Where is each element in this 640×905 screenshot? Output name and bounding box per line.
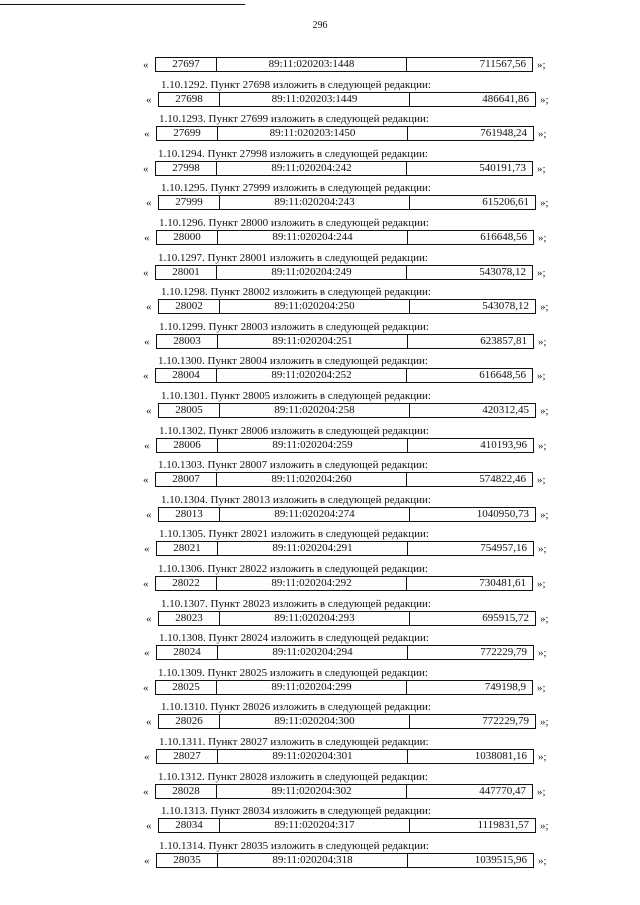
opening-quote: « (143, 266, 149, 279)
item-number: 27998 (156, 162, 217, 175)
opening-quote: « (146, 716, 152, 729)
cadastral-number: 89:11:020204:317 (220, 819, 410, 832)
entry-table (156, 749, 534, 764)
cadastral-value: 772229,79 (482, 715, 529, 728)
table-row (146, 92, 566, 107)
entry-table (155, 576, 533, 591)
table-row (146, 818, 566, 833)
amendment-heading: 1.10.1295. Пункт 27999 изложить в следующей редакции: (161, 182, 431, 195)
table-row (146, 299, 566, 314)
opening-quote: « (144, 232, 150, 244)
table-row (146, 611, 566, 626)
amendment-heading: 1.10.1313. Пункт 28034 изложить в следующей редакции: (161, 805, 431, 818)
item-number: 28002 (159, 300, 220, 313)
amendment-heading: 1.10.1305. Пункт 28021 изложить в следующей редакции: (159, 528, 429, 541)
cadastral-value: 1039515,96 (474, 853, 527, 866)
table-row (144, 541, 564, 556)
cadastral-number: 89:11:020204:292 (217, 577, 407, 590)
cadastral-value: 711567,56 (479, 58, 526, 70)
closing-quote: »; (540, 405, 549, 417)
opening-quote: « (143, 681, 149, 694)
opening-quote: « (146, 197, 152, 210)
amendment-heading: 1.10.1303. Пункт 28007 изложить в следующей редакции: (158, 459, 428, 472)
closing-quote: »; (537, 162, 546, 175)
amendment-heading: 1.10.1292. Пункт 27698 изложить в следующей редакции: (161, 78, 431, 91)
closing-quote: »; (538, 751, 547, 763)
entry-table (155, 161, 533, 176)
cadastral-value: 695915,72 (482, 611, 529, 624)
entry-table (156, 645, 534, 660)
cadastral-number: 89:11:020204:260 (217, 473, 407, 486)
item-number: 28000 (157, 231, 218, 244)
amendment-heading: 1.10.1312. Пункт 28028 изложить в следующей редакции: (158, 770, 428, 783)
cadastral-number: 89:11:020204:252 (217, 369, 407, 382)
cadastral-value: 772229,79 (480, 646, 527, 659)
entry-table (158, 611, 536, 626)
opening-quote: « (146, 508, 152, 521)
cadastral-value: 616648,56 (480, 231, 527, 243)
closing-quote: »; (540, 612, 549, 625)
cadastral-value: 761948,24 (480, 127, 527, 140)
cadastral-number: 89:11:020204:258 (220, 404, 410, 417)
amendment-heading: 1.10.1308. Пункт 28024 изложить в следующей редакции: (159, 632, 429, 645)
item-number: 28001 (156, 266, 217, 279)
item-number: 28035 (157, 854, 218, 867)
cadastral-number: 89:11:020204:244 (218, 231, 408, 244)
table-row (143, 576, 563, 591)
opening-quote: « (146, 612, 152, 625)
cadastral-number: 89:11:020204:243 (220, 196, 410, 209)
opening-quote: « (143, 59, 149, 71)
cadastral-number: 89:11:020204:301 (218, 750, 408, 763)
amendment-heading: 1.10.1301. Пункт 28005 изложить в следующей редакции: (161, 390, 431, 402)
entry-table (155, 265, 533, 280)
entry-table (158, 195, 536, 210)
item-number: 28003 (157, 335, 218, 348)
opening-quote: « (144, 439, 150, 452)
closing-quote: »; (540, 93, 549, 106)
cadastral-number: 89:11:020204:291 (218, 542, 408, 555)
opening-quote: « (146, 820, 152, 833)
amendment-heading: 1.10.1294. Пункт 27998 изложить в следующей редакции: (158, 147, 428, 160)
cadastral-number: 89:11:020204:294 (218, 646, 408, 659)
closing-quote: »; (540, 716, 549, 729)
cadastral-value: 420312,45 (482, 404, 529, 416)
item-number: 28028 (156, 785, 217, 798)
cadastral-value: 1119831,57 (477, 819, 529, 832)
closing-quote: »; (538, 128, 547, 141)
item-number: 28023 (159, 612, 220, 625)
amendment-heading: 1.10.1300. Пункт 28004 изложить в следующей редакции: (158, 355, 428, 368)
table-row (146, 403, 566, 418)
opening-quote: « (144, 335, 150, 348)
entry-table (156, 334, 534, 349)
item-number: 28013 (159, 508, 220, 521)
item-number: 28006 (157, 439, 218, 452)
opening-quote: « (146, 405, 152, 417)
entry-table (158, 403, 536, 418)
amendment-heading: 1.10.1299. Пункт 28003 изложить в следующей редакции: (159, 320, 429, 333)
cadastral-number: 89:11:020204:293 (220, 612, 410, 625)
entry-table (158, 507, 536, 522)
entry-table (156, 438, 534, 453)
cadastral-value: 615206,61 (482, 196, 529, 209)
cadastral-value: 486641,86 (482, 92, 529, 105)
cadastral-number: 89:11:020204:274 (220, 508, 410, 521)
entry-table (158, 299, 536, 314)
item-number: 28034 (159, 819, 220, 832)
item-number: 28024 (157, 646, 218, 659)
amendment-heading: 1.10.1293. Пункт 27699 изложить в следующей редакции: (159, 113, 429, 126)
cadastral-number: 89:11:020203:1449 (220, 93, 410, 106)
entry-table (158, 714, 536, 729)
entry-table (156, 853, 534, 868)
amendment-heading: 1.10.1297. Пункт 28001 изложить в следующей редакции: (158, 251, 428, 264)
amendment-heading: 1.10.1298. Пункт 28002 изложить в следующей редакции: (161, 286, 431, 299)
opening-quote: « (144, 647, 150, 660)
entry-table (155, 368, 533, 383)
entry-table (155, 680, 533, 695)
opening-quote: « (144, 543, 150, 556)
table-row (144, 126, 564, 141)
table-row (144, 438, 564, 453)
entry-table (155, 472, 533, 487)
cadastral-value: 543078,12 (479, 265, 526, 278)
cadastral-value: 410193,96 (480, 438, 527, 451)
item-number: 28004 (156, 369, 217, 382)
closing-quote: »; (537, 785, 546, 798)
table-row (143, 265, 563, 280)
amendment-heading: 1.10.1302. Пункт 28006 изложить в следующей редакции: (159, 424, 429, 437)
closing-quote: »; (537, 59, 546, 71)
table-row (144, 334, 564, 349)
closing-quote: »; (537, 578, 546, 590)
item-number: 27698 (159, 93, 220, 106)
cadastral-number: 89:11:020204:249 (217, 266, 407, 279)
closing-quote: »; (538, 543, 547, 556)
cadastral-number: 89:11:020204:299 (217, 681, 407, 694)
table-row (143, 368, 563, 383)
amendment-heading: 1.10.1310. Пункт 28026 изложить в следующей редакции: (161, 701, 431, 714)
table-row (144, 853, 564, 868)
opening-quote: « (146, 301, 152, 314)
entry-table (156, 230, 534, 245)
amendment-heading: 1.10.1311. Пункт 28027 изложить в следующей редакции: (159, 736, 429, 748)
item-number: 28021 (157, 542, 218, 555)
opening-quote: « (143, 474, 149, 487)
item-number: 27697 (156, 58, 217, 71)
closing-quote: »; (540, 508, 549, 521)
closing-quote: »; (540, 301, 549, 314)
table-row (144, 749, 564, 764)
cadastral-number: 89:11:020204:318 (218, 854, 408, 867)
item-number: 28027 (157, 750, 218, 763)
item-number: 27699 (157, 127, 218, 140)
entry-table (158, 818, 536, 833)
entry-table (155, 57, 533, 72)
amendment-heading: 1.10.1314. Пункт 28035 изложить в следующей редакции: (159, 839, 429, 852)
cadastral-number: 89:11:020203:1450 (218, 127, 408, 140)
cadastral-number: 89:11:020203:1448 (217, 58, 407, 71)
closing-quote: »; (537, 474, 546, 487)
item-number: 27999 (159, 196, 220, 209)
closing-quote: »; (537, 681, 546, 694)
closing-quote: »; (538, 439, 547, 452)
cadastral-value: 1040950,73 (476, 507, 529, 520)
cadastral-value: 574822,46 (479, 473, 526, 486)
item-number: 28007 (156, 473, 217, 486)
closing-quote: »; (538, 335, 547, 348)
opening-quote: « (144, 751, 150, 763)
cadastral-number: 89:11:020204:300 (220, 715, 410, 728)
closing-quote: »; (537, 266, 546, 279)
item-number: 28022 (156, 577, 217, 590)
table-row (144, 645, 564, 660)
cadastral-value: 616648,56 (479, 369, 526, 382)
cadastral-number: 89:11:020204:242 (217, 162, 407, 175)
cadastral-value: 749198,9 (484, 680, 526, 693)
cadastral-number: 89:11:020204:250 (220, 300, 410, 313)
closing-quote: »; (540, 820, 549, 833)
item-number: 28005 (159, 404, 220, 417)
cadastral-value: 1038081,16 (474, 750, 527, 762)
cadastral-number: 89:11:020204:251 (218, 335, 408, 348)
amendment-heading: 1.10.1306. Пункт 28022 изложить в следующей редакции: (158, 563, 428, 575)
closing-quote: »; (538, 232, 547, 244)
cadastral-value: 447770,47 (479, 784, 526, 797)
item-number: 28025 (156, 681, 217, 694)
closing-quote: »; (537, 370, 546, 383)
amendment-heading: 1.10.1309. Пункт 28025 изложить в следующей редакции: (158, 666, 428, 679)
opening-quote: « (144, 128, 150, 141)
table-row (146, 507, 566, 522)
table-row (143, 680, 563, 695)
opening-quote: « (143, 578, 149, 590)
cadastral-value: 730481,61 (479, 577, 526, 589)
page-number: 296 (312, 20, 328, 31)
amendment-heading: 1.10.1296. Пункт 28000 изложить в следующей редакции: (159, 217, 429, 229)
opening-quote: « (144, 854, 150, 867)
item-number: 28026 (159, 715, 220, 728)
closing-quote: »; (538, 647, 547, 660)
table-row (146, 195, 566, 210)
cadastral-value: 540191,73 (479, 161, 526, 174)
opening-quote: « (143, 370, 149, 383)
amendment-heading: 1.10.1304. Пункт 28013 изложить в следующей редакции: (161, 493, 431, 506)
opening-quote: « (143, 785, 149, 798)
cadastral-number: 89:11:020204:302 (217, 785, 407, 798)
top-rule (0, 4, 245, 5)
amendment-heading: 1.10.1307. Пункт 28023 изложить в следующей редакции: (161, 597, 431, 610)
cadastral-value: 754957,16 (480, 542, 527, 555)
entry-table (158, 92, 536, 107)
cadastral-number: 89:11:020204:259 (218, 439, 408, 452)
opening-quote: « (146, 93, 152, 106)
table-row (143, 161, 563, 176)
cadastral-value: 543078,12 (482, 300, 529, 313)
table-row (143, 784, 563, 799)
cadastral-value: 623857,81 (480, 334, 527, 347)
opening-quote: « (143, 162, 149, 175)
closing-quote: »; (540, 197, 549, 210)
entry-table (155, 784, 533, 799)
entry-table (156, 126, 534, 141)
entry-table (156, 541, 534, 556)
table-row (143, 472, 563, 487)
table-row (143, 57, 563, 72)
table-row (144, 230, 564, 245)
table-row (146, 714, 566, 729)
closing-quote: »; (538, 854, 547, 867)
